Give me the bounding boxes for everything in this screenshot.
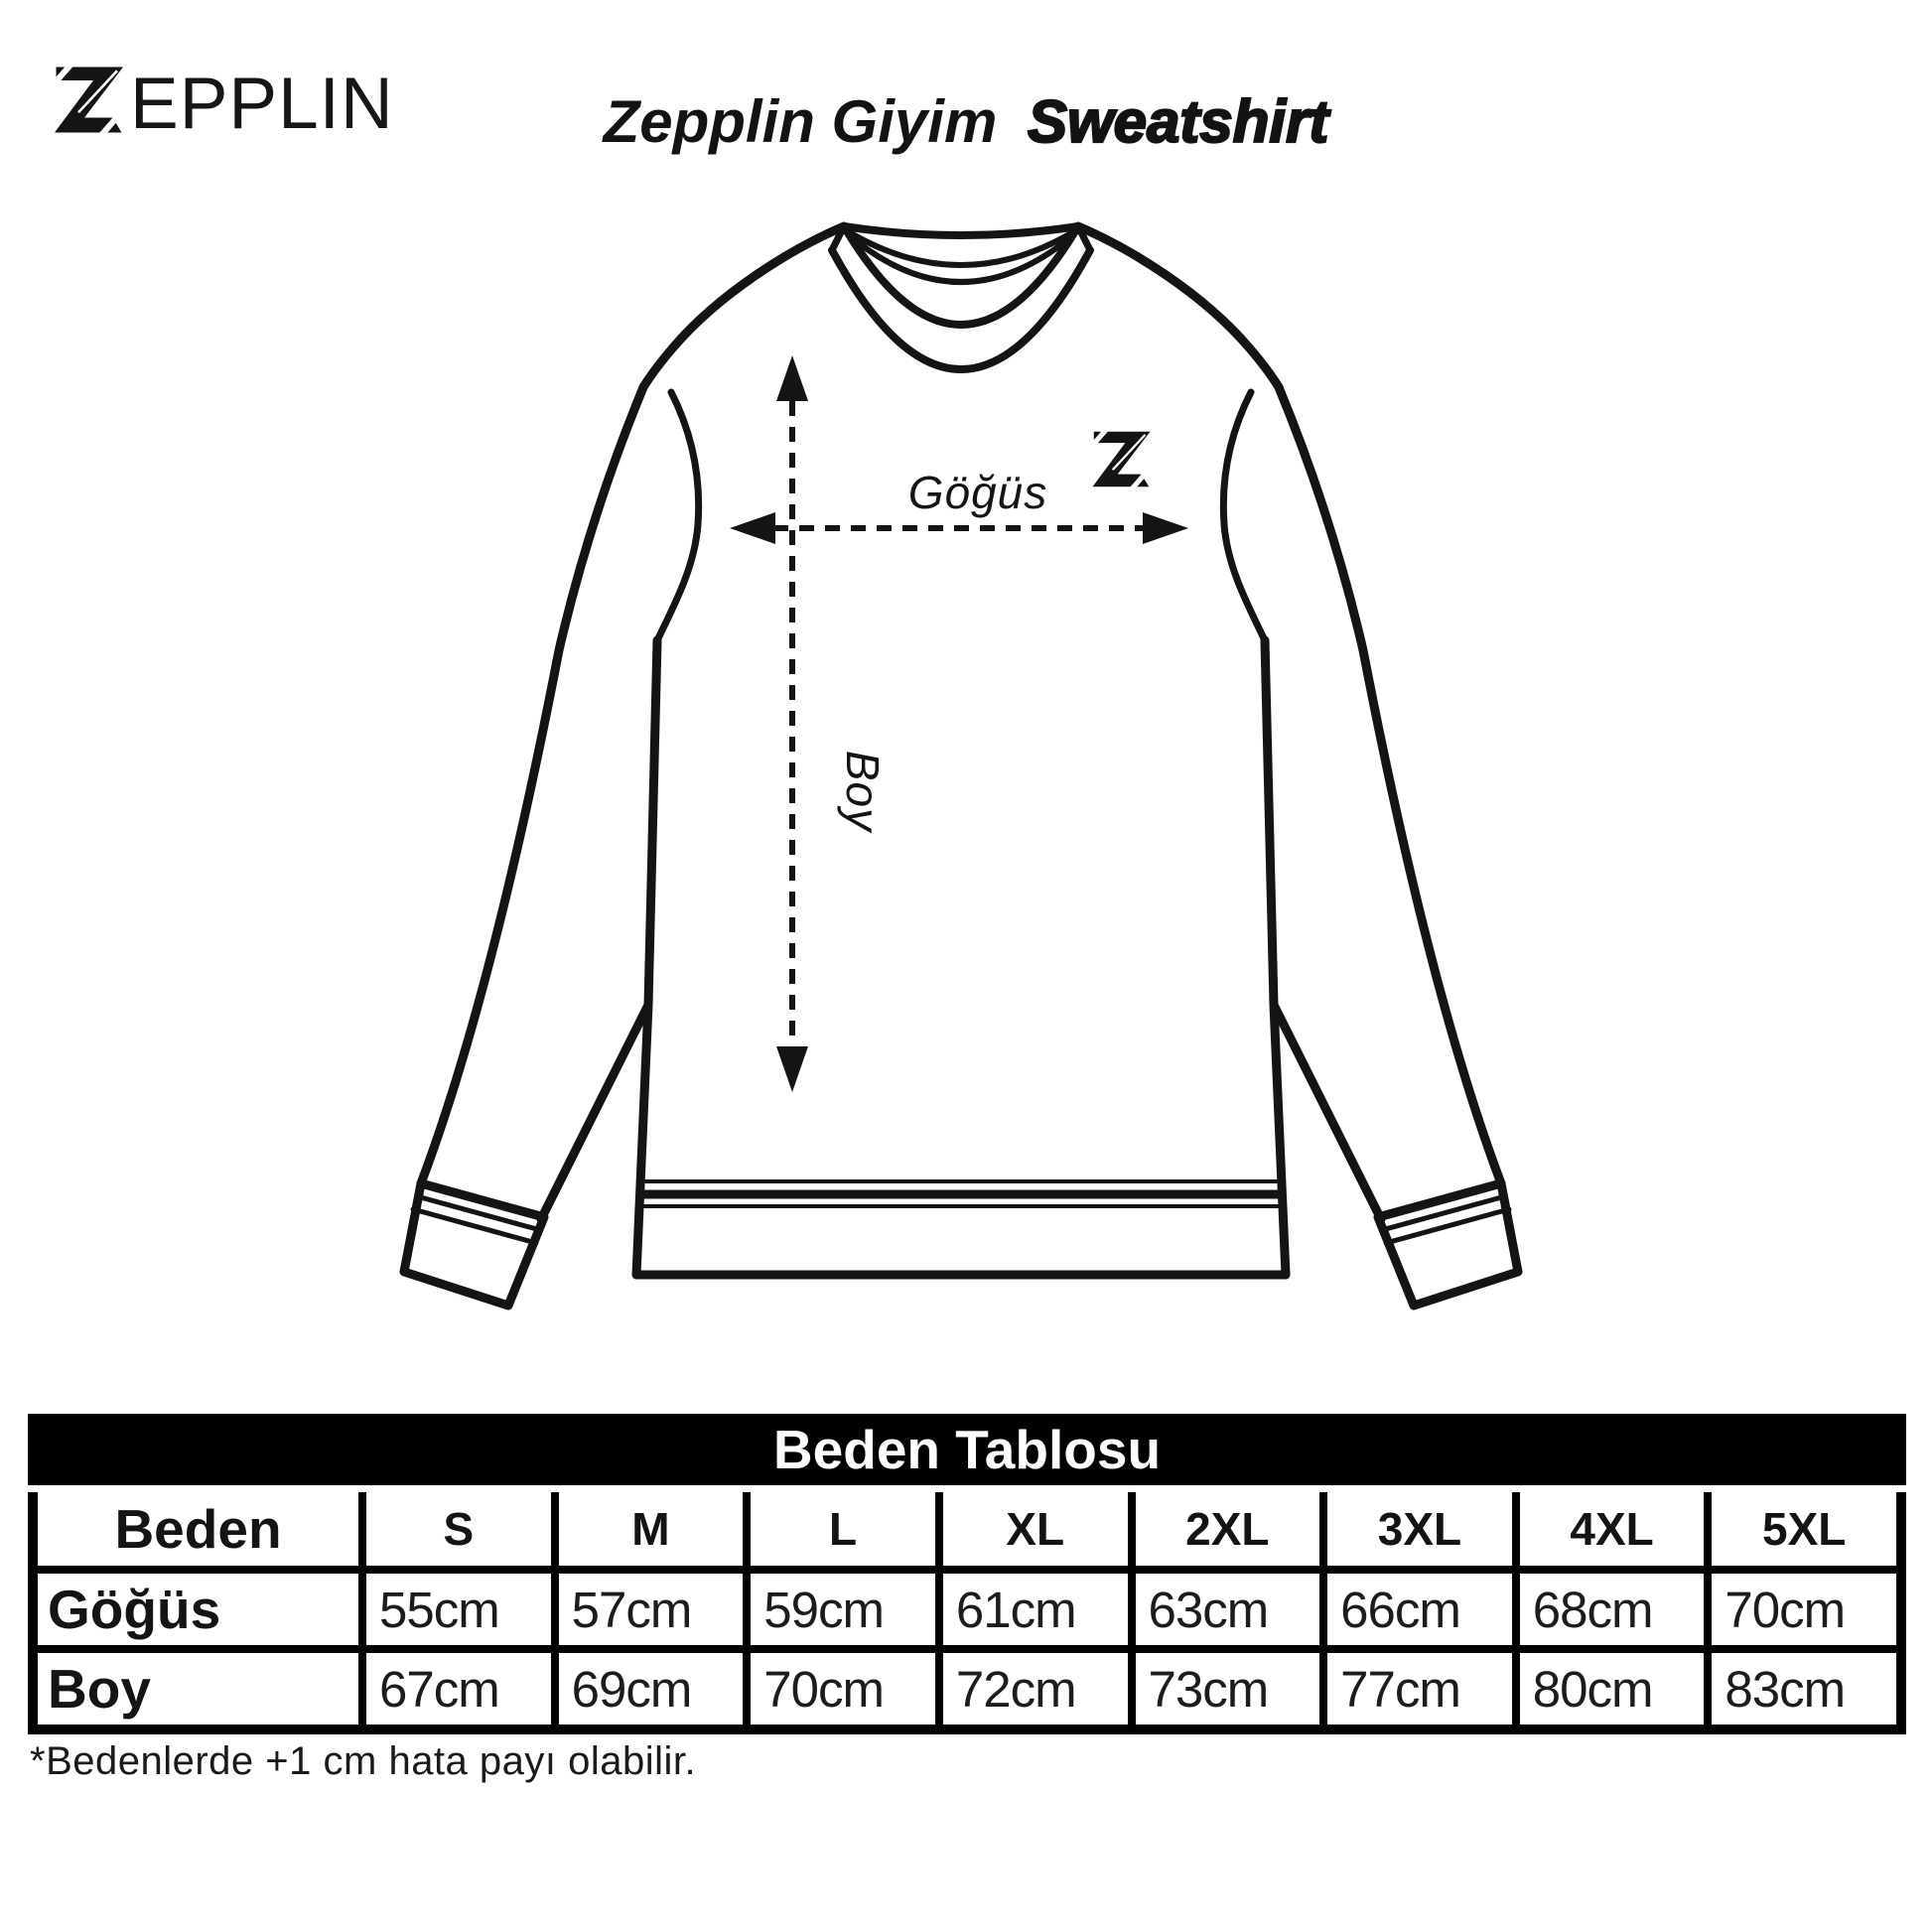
chest-value-2xl: 63cm xyxy=(1136,1574,1320,1645)
length-arrow xyxy=(776,355,808,1092)
page-title xyxy=(0,87,1932,156)
length-value-s: 67cm xyxy=(366,1653,551,1725)
left-cuff xyxy=(404,1183,544,1306)
chest-value-5xl: 70cm xyxy=(1712,1574,1896,1645)
size-col-header-s: S xyxy=(366,1492,551,1566)
title-emphasis: Sweatshirt xyxy=(1027,88,1329,155)
length-value-3xl: 77cm xyxy=(1327,1653,1512,1725)
right-cuff-rib-lines xyxy=(1382,1196,1509,1243)
collar xyxy=(832,226,1090,369)
chest-value-4xl: 68cm xyxy=(1520,1574,1705,1645)
size-col-header-xl: XL xyxy=(943,1492,1128,1566)
title-prefix: Zepplin Giyim xyxy=(603,88,998,155)
length-value-2xl: 73cm xyxy=(1136,1653,1320,1725)
size-col-header-5xl: 5XL xyxy=(1712,1492,1896,1566)
size-table xyxy=(28,1414,1906,1734)
row-label-length: Boy xyxy=(38,1653,358,1725)
collar-inner-edge xyxy=(844,226,1078,325)
length-measure-label: Boy xyxy=(837,750,889,833)
chest-value-m: 57cm xyxy=(559,1574,744,1645)
left-sleeve-outer-line xyxy=(421,387,643,1183)
chest-arrow-left-head xyxy=(730,512,775,544)
length-value-m: 69cm xyxy=(559,1653,744,1725)
chest-value-3xl: 66cm xyxy=(1327,1574,1512,1645)
right-shoulder-line xyxy=(1078,226,1279,387)
left-shoulder-line xyxy=(643,226,844,387)
size-table-title: Beden Tablosu xyxy=(28,1414,1906,1492)
length-arrow-top-head xyxy=(776,355,808,401)
chest-value-l: 59cm xyxy=(751,1574,935,1645)
tolerance-footnote: *Bedenlerde +1 cm hata payı olabilir. xyxy=(30,1739,697,1783)
left-sleeve-inner-line xyxy=(541,1005,648,1219)
right-cuff xyxy=(1378,1183,1518,1306)
length-value-xl: 72cm xyxy=(943,1653,1128,1725)
size-col-header-l: L xyxy=(751,1492,935,1566)
chest-value-s: 55cm xyxy=(366,1574,551,1645)
length-value-5xl: 83cm xyxy=(1712,1653,1896,1725)
size-table-grid xyxy=(28,1492,1906,1734)
length-arrow-bottom-head xyxy=(776,1046,808,1092)
right-armhole-seam xyxy=(1223,392,1265,640)
left-armhole-seam xyxy=(657,392,699,640)
chest-value-xl: 61cm xyxy=(943,1574,1128,1645)
length-value-l: 70cm xyxy=(751,1653,935,1725)
chest-measure-label: Göğüs xyxy=(907,467,1048,518)
size-col-header-2xl: 2XL xyxy=(1136,1492,1320,1566)
collar-top-edge xyxy=(844,226,1078,235)
brand-wordmark: EPPLIN xyxy=(130,64,394,144)
size-col-header-m: M xyxy=(559,1492,744,1566)
length-value-4xl: 80cm xyxy=(1520,1653,1705,1725)
row-label-chest: Göğüs xyxy=(38,1574,358,1645)
left-cuff-rib-lines xyxy=(413,1196,540,1243)
size-col-header-4xl: 4XL xyxy=(1520,1492,1705,1566)
right-sleeve-outer-line xyxy=(1279,387,1501,1183)
right-sleeve-inner-line xyxy=(1274,1005,1381,1219)
chest-arrow-right-head xyxy=(1143,512,1188,544)
size-table-corner-header: Beden xyxy=(38,1492,358,1566)
chest-logo-icon xyxy=(1086,427,1155,492)
size-col-header-3xl: 3XL xyxy=(1327,1492,1512,1566)
sweatshirt-outline xyxy=(404,226,1518,1306)
